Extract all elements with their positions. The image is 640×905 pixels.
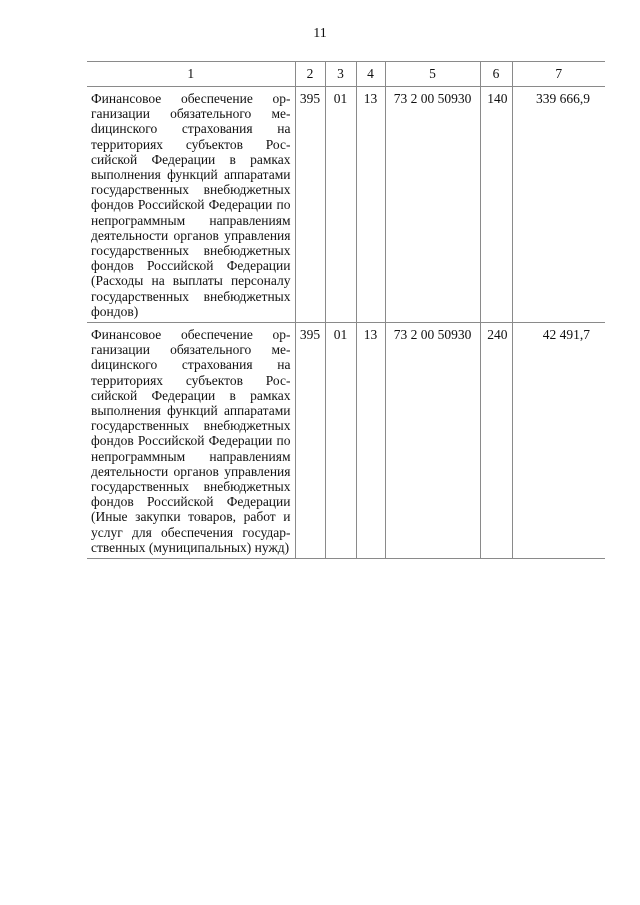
amount-cell: 339 666,9 (512, 87, 605, 323)
expense-name-cell: Финансовое обеспечение организации обязательного меdицинского страхования на территориях субъектов Российской Федерации в рамках выполнения функций аппаратами государственных внебюджетных фондов Российской Федерации по непрограммным направлениям деятельности органов управления государственных внебюджетных фондов Российской Федерации (Иные закупки товаров, работ и услуг для обеспечения государственных (муниципальных) нужд) (91, 327, 291, 555)
target-article-cell: 73 2 00 50930 (385, 323, 480, 559)
expense-type-cell: 140 (480, 87, 512, 323)
budget-table (87, 61, 605, 559)
subsection-code-cell: 13 (356, 87, 385, 323)
table-row (87, 87, 605, 323)
expense-type-cell: 240 (480, 323, 512, 559)
column-header: 6 (480, 62, 512, 87)
column-header: 2 (295, 62, 325, 87)
ministry-code-cell: 395 (295, 87, 325, 323)
column-header: 7 (512, 62, 605, 87)
column-header: 3 (325, 62, 356, 87)
expense-name-cell: Финансовое обеспечение организации обязательного меdицинского страхования на территориях субъектов Российской Федерации в рамках выполнения функций аппаратами государственных внебюджетных фондов Российской Федерации по непрограммным направлениям деятельности органов управления государственных внебюджетных фондов Российской Федерации (Расходы на выплаты персоналу государственных внебюджетных фондов) (91, 91, 291, 319)
ministry-code-cell: 395 (295, 323, 325, 559)
column-header: 5 (385, 62, 480, 87)
subsection-code-cell: 13 (356, 323, 385, 559)
table-header-row (87, 62, 605, 87)
section-code-cell: 01 (325, 323, 356, 559)
page-number: 11 (313, 26, 327, 41)
table-row (87, 323, 605, 559)
target-article-cell: 73 2 00 50930 (385, 87, 480, 323)
column-header: 4 (356, 62, 385, 87)
column-header: 1 (87, 62, 295, 87)
section-code-cell: 01 (325, 87, 356, 323)
amount-cell: 42 491,7 (512, 323, 605, 559)
